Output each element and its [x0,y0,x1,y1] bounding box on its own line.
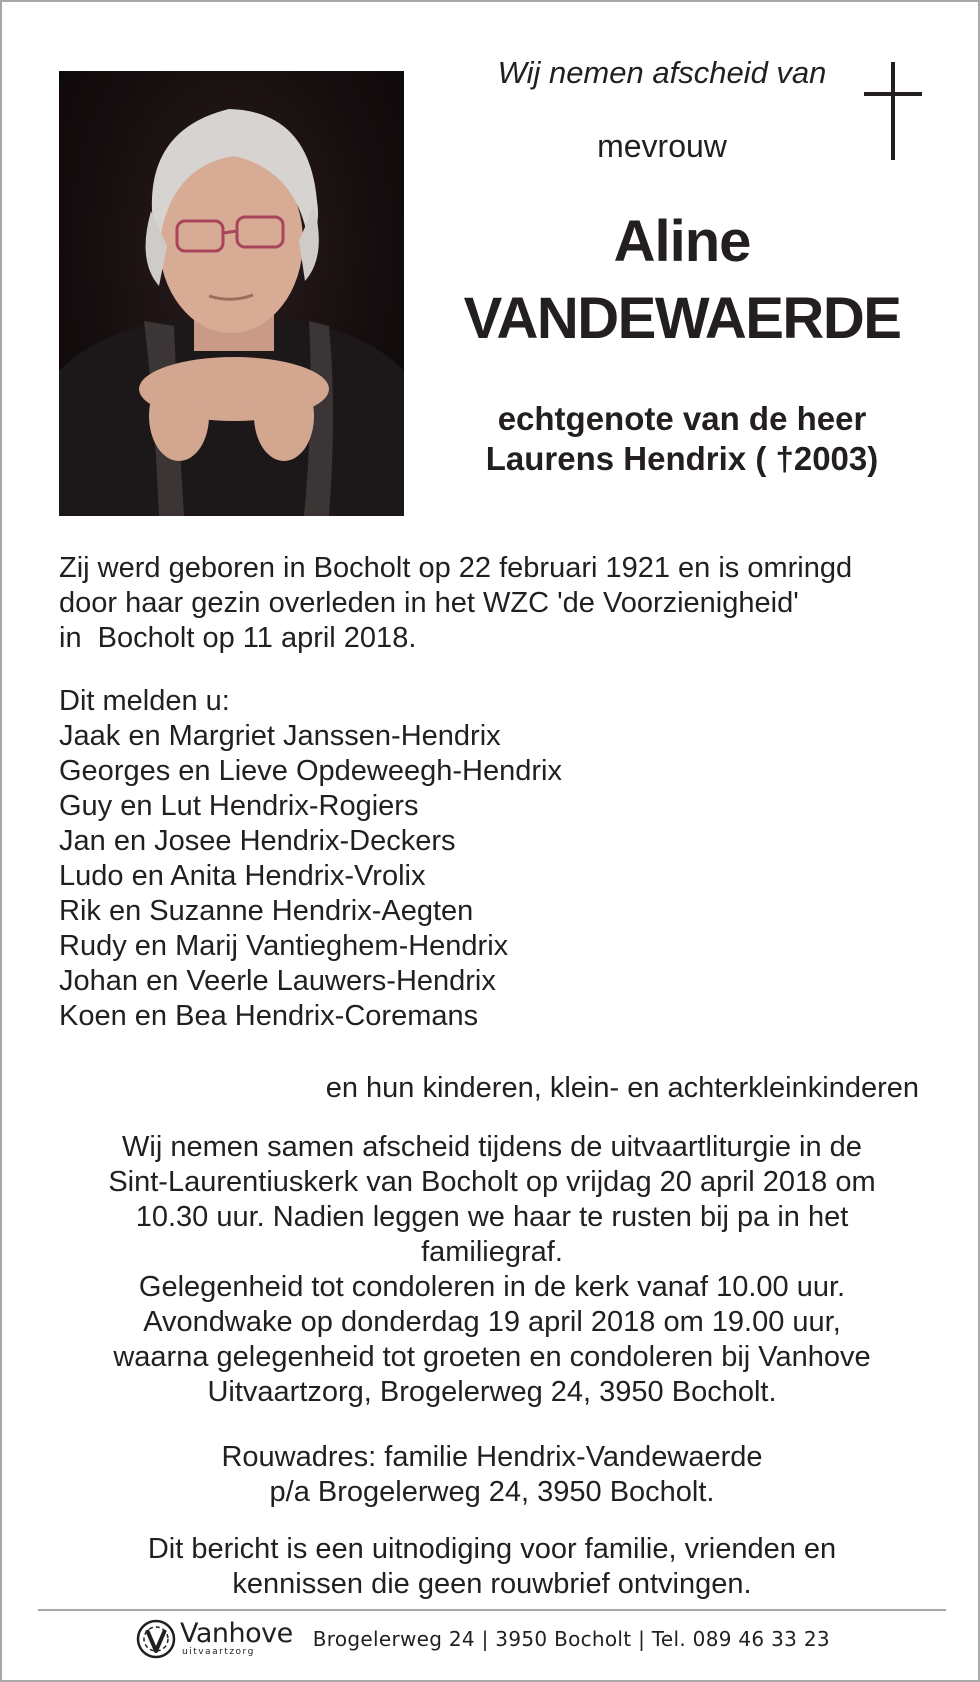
birth-line-2: door haar gezin overleden in het WZC 'de Voorzienigheid' [59,587,799,619]
birth-line-3: in Bocholt op 11 april 2018. [59,622,417,654]
family-item: Guy en Lut Hendrix-Rogiers [59,790,419,822]
family-item: Johan en Veerle Lauwers-Hendrix [59,965,496,997]
portrait-photo [59,71,404,516]
ceremony-line: 10.30 uur. Nadien leggen we haar te rusten bij pa in het [135,1201,849,1233]
birth-paragraph [59,551,939,656]
announcement-list [59,684,939,1034]
logo-emblem-icon [134,1617,178,1661]
ceremony-line: Gelegenheid tot condoleren in de kerk vanaf 10.00 uur. [138,1271,846,1303]
family-item: Koen en Bea Hendrix-Coremans [59,1000,479,1032]
vanhove-logo [134,1617,293,1661]
announcement-heading: Dit melden u: [59,685,230,717]
grandchildren-line: en hun kinderen, klein- en achterkleinkinderen [325,1072,919,1104]
invitation-note [42,1532,942,1602]
address-line-2: p/a Brogelerweg 24, 3950 Bocholt. [269,1476,715,1508]
ceremony-line: Avondwake op donderdag 19 april 2018 om 19.00 uur, [143,1306,841,1338]
family-item: Jaak en Margriet Janssen-Hendrix [59,720,501,752]
spouse-line-2: Laurens Hendrix ( †2003) [485,440,879,477]
ceremony-line: Sint-Laurentiuskerk van Bocholt op vrijdag 20 april 2018 om [108,1166,876,1198]
title-word: mevrouw [597,128,727,164]
last-name: VANDEWAERDE [463,286,901,351]
family-item: Rik en Suzanne Hendrix-Aegten [59,895,474,927]
spouse-line-1: echtgenote van de heer [497,400,867,437]
family-item: Ludo en Anita Hendrix-Vrolix [59,860,426,892]
birth-line-1: Zij werd geboren in Bocholt op 22 februari 1921 en is omringd [59,552,853,584]
ceremony-line: waarna gelegenheid tot groeten en condoleren bij Vanhove [113,1341,871,1373]
spouse-info [432,399,932,479]
footer [134,1614,830,1664]
logo-subtitle: uitvaartzorg [182,1647,255,1657]
ceremony-line: Wij nemen samen afscheid tijdens de uitvaartliturgie in de [122,1131,862,1163]
logo-name: Vanhove [180,1618,293,1649]
footer-divider [38,1609,946,1611]
intro-text: Wij nemen afscheid van [497,55,827,90]
first-name: Aline [613,209,751,274]
family-item: Jan en Josee Hendrix-Deckers [59,825,456,857]
footer-contact: Brogelerweg 24 | 3950 Bocholt | Tel. 089 46 33 23 [312,1627,830,1651]
ceremony-paragraph [42,1130,942,1410]
portrait-illustration [59,71,404,516]
family-item: Georges en Lieve Opdeweegh-Hendrix [59,755,562,787]
mourning-address [42,1440,942,1510]
ceremony-line: Uitvaartzorg, Brogelerweg 24, 3950 Bocholt. [207,1376,777,1408]
family-item: Rudy en Marij Vantieghem-Hendrix [59,930,509,962]
address-line-1: Rouwadres: familie Hendrix-Vandewaerde [221,1441,763,1473]
invitation-line-2: kennissen die geen rouwbrief ontvingen. [232,1568,752,1600]
ceremony-line: familiegraf. [421,1236,563,1268]
invitation-line-1: Dit bericht is een uitnodiging voor familie, vrienden en [147,1533,837,1565]
